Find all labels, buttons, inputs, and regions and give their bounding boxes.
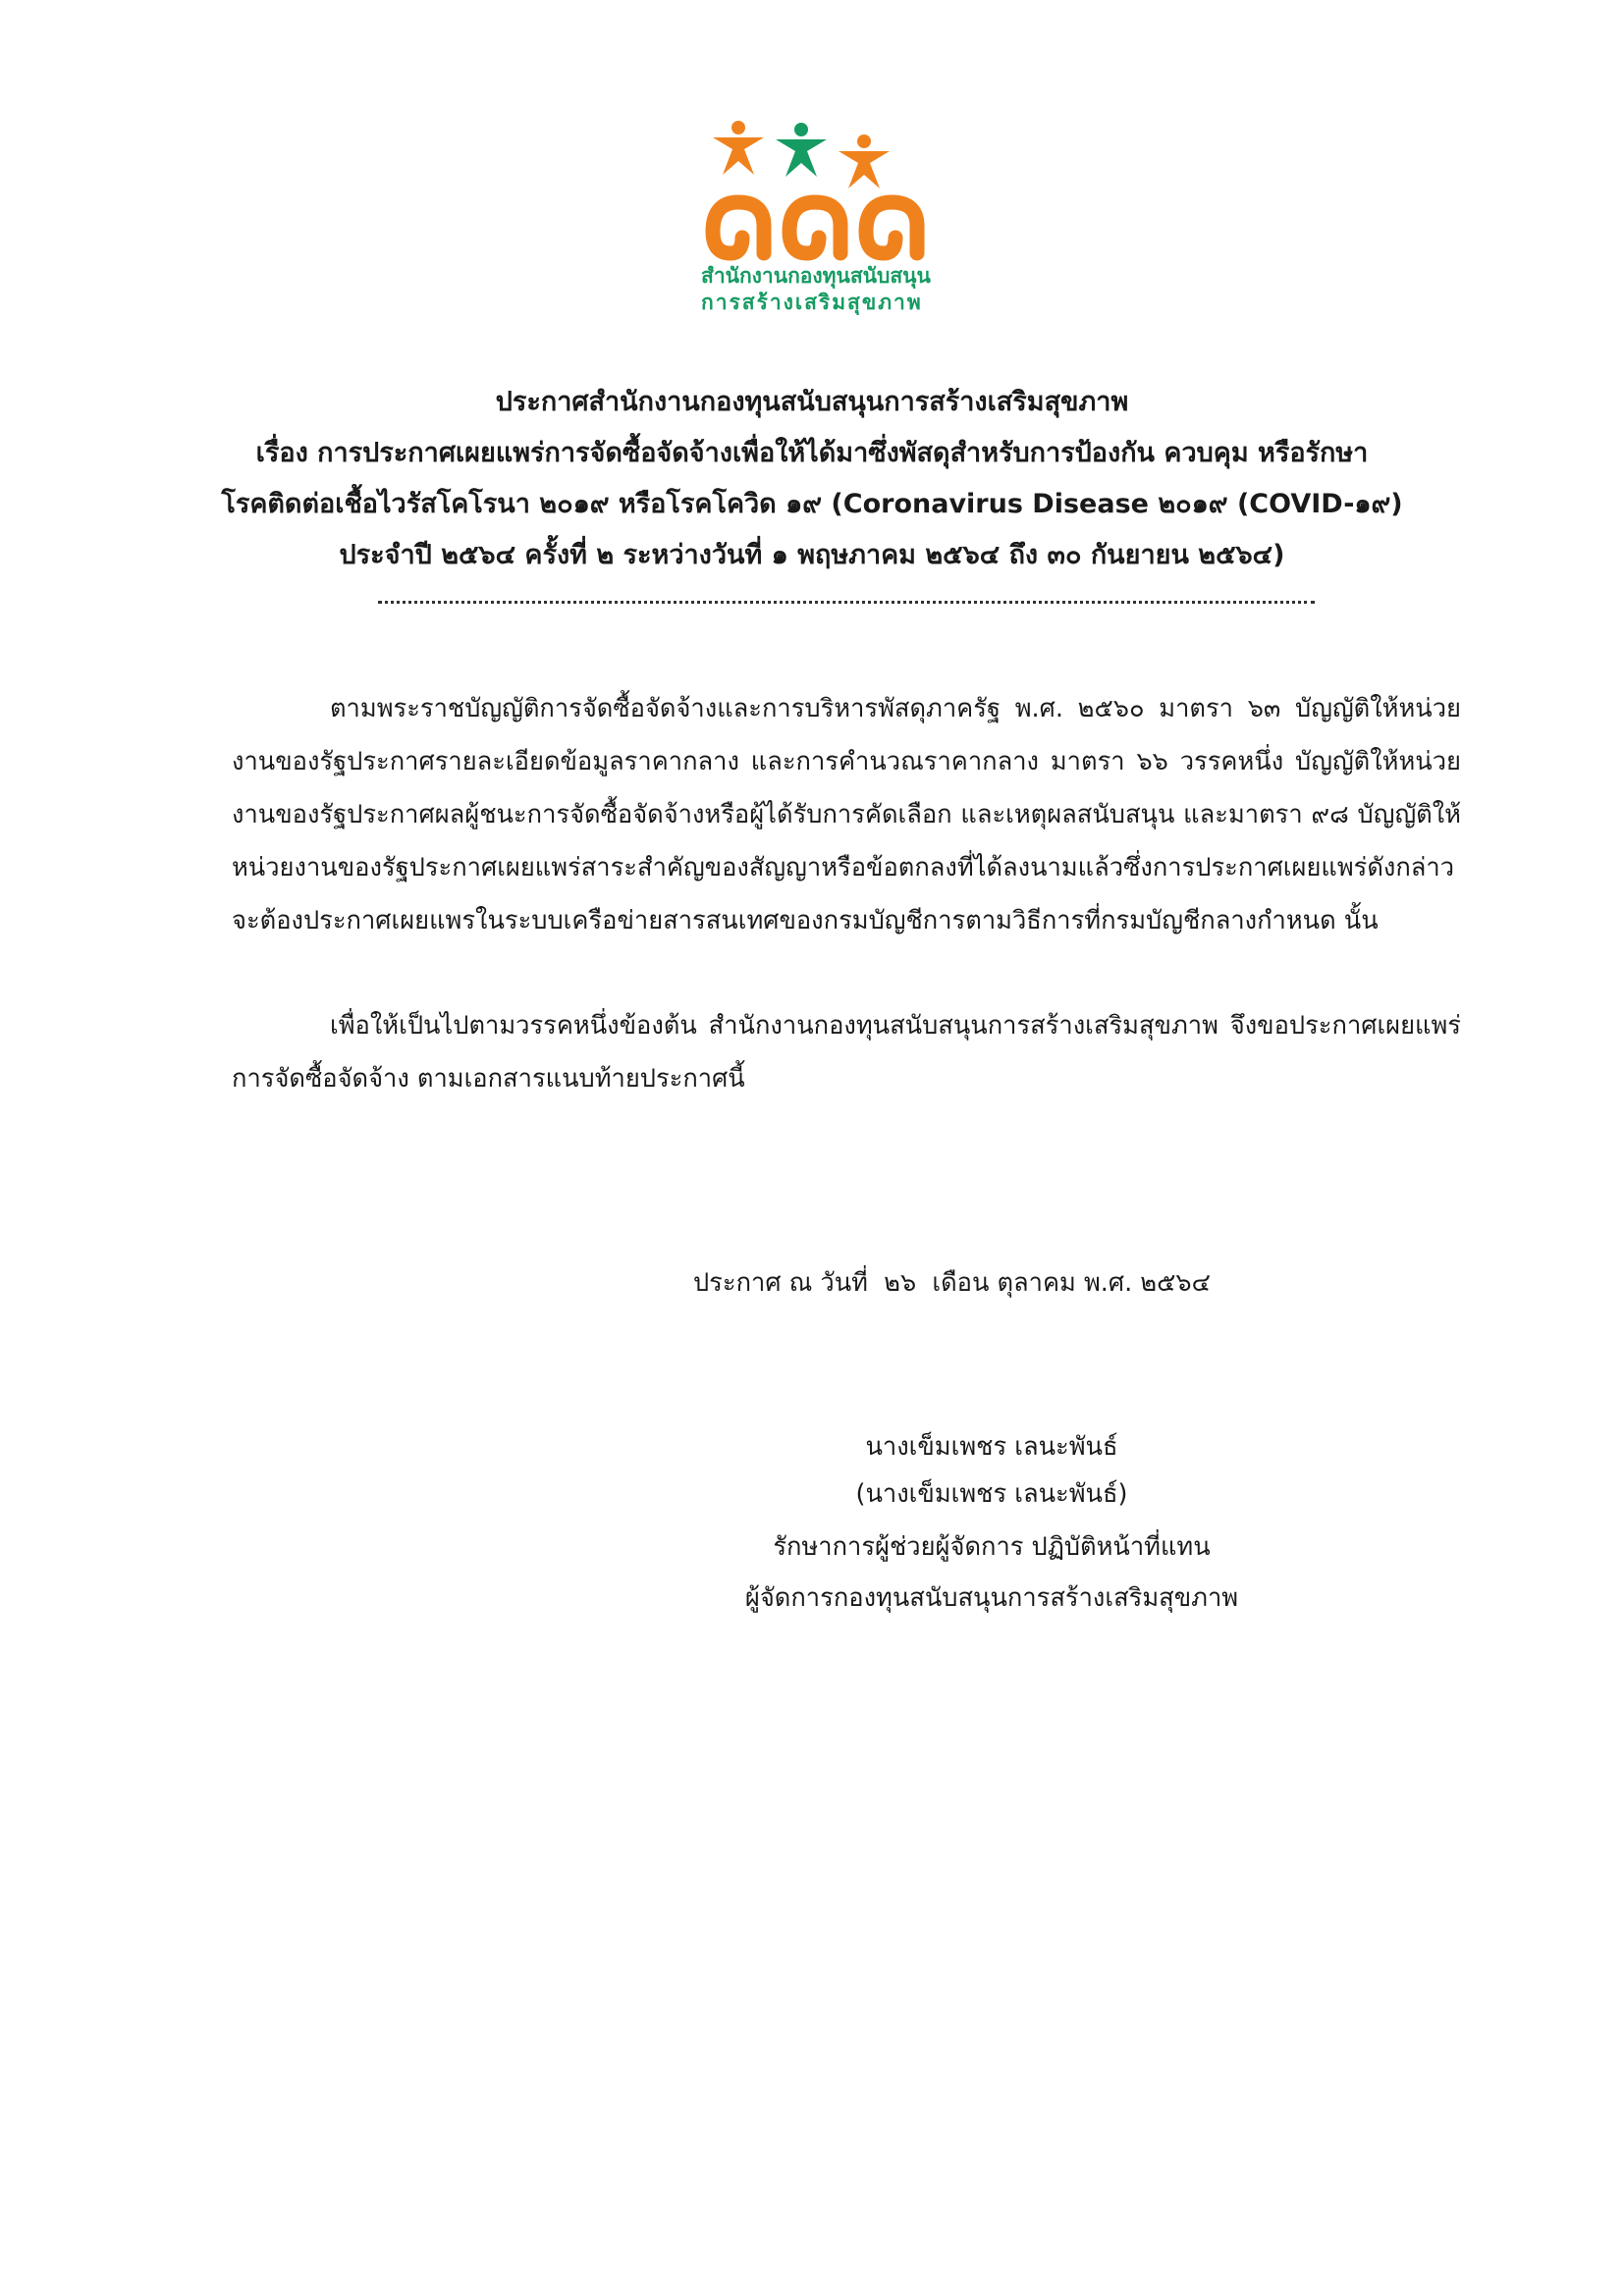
body-paragraph-2-text: เพื่อให้เป็นไปตามวรรคหนึ่งข้องต้น สำนักงานกองทุนสนับสนุนการสร้างเสริมสุขภาพ จึงขอประกาศเผยแพร่การจัดซื้อจัดจ้าง ตามเอกสารแนบท้ายประกาศนี้	[232, 1011, 1461, 1094]
body-paragraph-1-text: ตามพระราชบัญญัติการจัดซื้อจัดจ้างและการบริหารพัสดุภาครัฐ พ.ศ. ๒๕๖๐ มาตรา ๖๓ บัญญัติให้หน่วยงานของรัฐประกาศรายละเอียดข้อมูลราคากลาง และการคำนวณราคากลาง มาตรา ๖๖ วรรคหนึ่ง บัญญัติให้หน่วยงานของรัฐประกาศผลผู้ชนะการจัดซื้อจัดจ้างหรือผู้ได้รับการคัดเลือก และเหตุผลสนับสนุน และมาตรา ๙๘ บัญญัติให้หน่วยงานของรัฐประกาศเผยแพร่สาระสำคัญของสัญญาหรือข้อตกลงที่ได้ลงนามแล้วซึ่งการประกาศเผยแพร่ดังกล่าวจะต้องประกาศเผยแพรในระบบเครือข่ายสารสนเทศของกรมบัญชีการตามวิธีการที่กรมบัญชีกลางกำหนด นั้น	[232, 694, 1461, 935]
signer-name-parenthesized: (นางเข็มเพชร เลนะพันธ์)	[855, 1479, 1128, 1509]
logo-caption-line1: สำนักงานกองทุนสนับสนุน	[701, 264, 931, 288]
figure-left-icon	[713, 121, 764, 175]
announcement-date: ประกาศ ณ วันที่ ๒๖ เดือน ตุลาคม พ.ศ. ๒๕๖๔	[693, 1268, 1211, 1298]
announcement-subject-cont1: โรคติดต่อเชื้อไวรัสโคโรนา ๒๐๑๙ หรือโรคโควิด ๑๙ (Coronavirus Disease ๒๐๑๙ (COVID-๑๙)	[221, 489, 1403, 519]
logo-letters	[713, 202, 917, 253]
thaihealth-logo	[699, 116, 976, 320]
announcement-title: ประกาศสำนักงานกองทุนสนับสนุนการสร้างเสริมสุขภาพ	[495, 387, 1129, 417]
signer-position-line2: ผู้จัดการกองทุนสนับสนุนการสร้างเสริมสุขภาพ	[744, 1583, 1239, 1613]
logo-graphic	[699, 116, 976, 263]
logo-caption-line2: การสร้างเสริมสุขภาพ	[701, 291, 923, 314]
dotted-divider	[378, 591, 1315, 604]
figure-center-icon	[776, 123, 827, 177]
figure-right-icon	[839, 134, 890, 188]
body-paragraph-2	[232, 999, 1461, 1105]
announcement-subject: เรื่อง การประกาศเผยแพร่การจัดซื้อจัดจ้างเพื่อให้ได้มาซึ่งพัสดุสำหรับการป้องกัน ควบคุม หรือรักษา	[255, 438, 1369, 468]
body-paragraph-1	[232, 682, 1461, 947]
signer-name: นางเข็มเพชร เลนะพันธ์	[865, 1432, 1118, 1462]
announcement-subject-cont2: ประจำปี ๒๕๖๔ ครั้งที่ ๒ ระหว่างวันที่ ๑ พฤษภาคม ๒๕๖๔ ถึง ๓๐ กันยายน ๒๕๖๔)	[339, 540, 1285, 570]
signer-position-line1: รักษาการผู้ช่วยผู้จัดการ ปฏิบัติหน้าที่แทน	[773, 1532, 1211, 1562]
